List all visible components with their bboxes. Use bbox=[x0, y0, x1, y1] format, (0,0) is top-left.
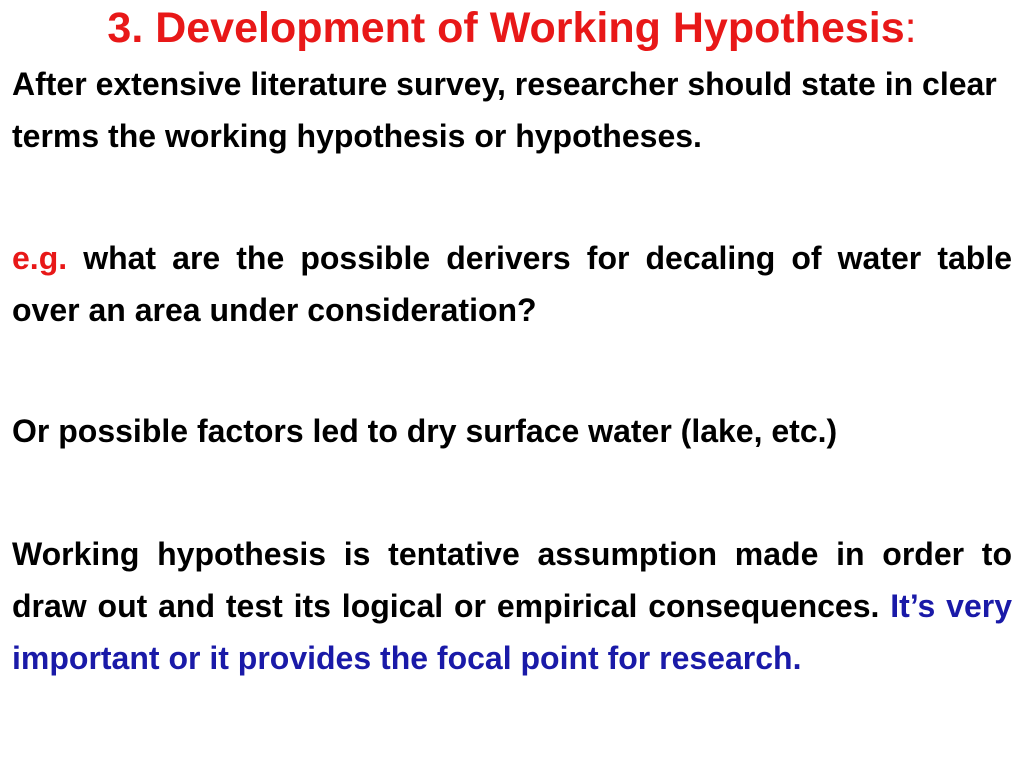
example-paragraph bbox=[12, 232, 1012, 336]
slide-title bbox=[0, 2, 1024, 54]
example-label: e.g. bbox=[12, 240, 68, 276]
alternative-paragraph: Or possible factors led to dry surface water (lake, etc.) bbox=[12, 413, 838, 449]
definition-emphasis: It’s very important or it provides the focal point for research. bbox=[12, 588, 1013, 676]
definition-paragraph bbox=[12, 528, 1012, 684]
example-text: what are the possible derivers for decaling of water table over an area under consideration? bbox=[12, 240, 1012, 328]
intro-paragraph: After extensive literature survey, researcher should state in clear terms the working hypothesis or hypotheses. bbox=[12, 66, 997, 154]
slide-title-text: 3. Development of Working Hypothesis bbox=[107, 4, 905, 52]
definition-text: Working hypothesis is tentative assumption made in order to draw out and test its logical or empirical consequences. bbox=[12, 536, 1012, 624]
slide-title-colon: : bbox=[904, 4, 917, 52]
